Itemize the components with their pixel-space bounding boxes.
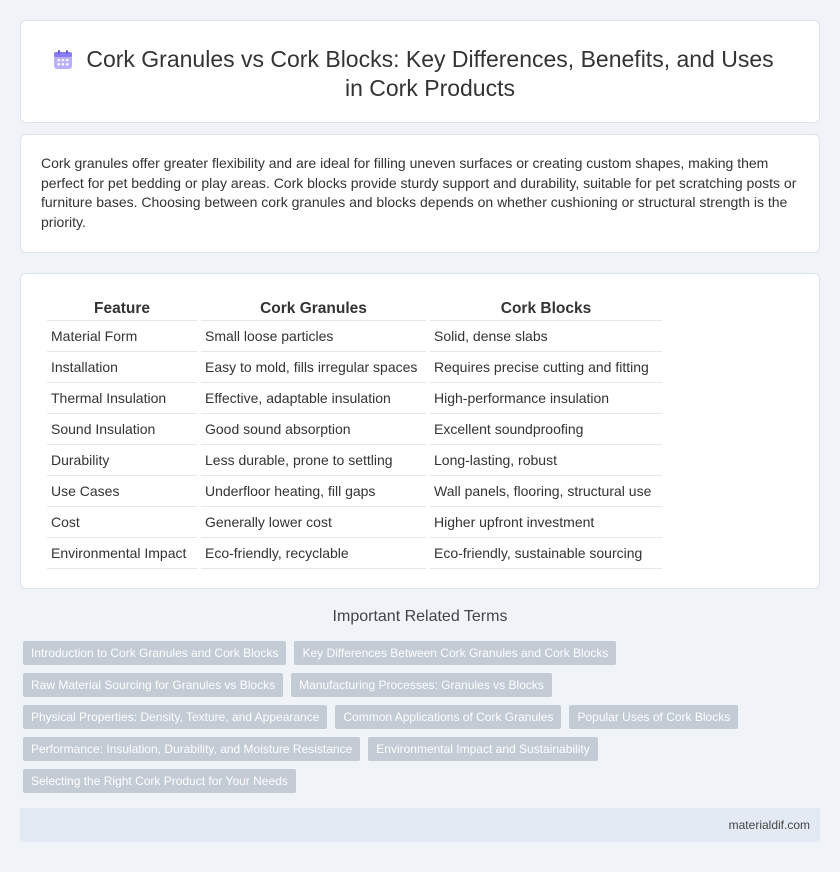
column-header-feature: Feature	[47, 295, 197, 321]
table-row	[47, 352, 662, 383]
comparison-table	[43, 295, 666, 569]
footer-site-link[interactable]: materialdif.com	[728, 818, 810, 832]
related-term-tag[interactable]: Physical Properties: Density, Texture, and Appearance	[23, 705, 327, 729]
table-row	[47, 383, 662, 414]
table-cell: Long-lasting, robust	[430, 445, 662, 476]
table-cell: Use Cases	[47, 476, 197, 507]
table-cell: Excellent soundproofing	[430, 414, 662, 445]
related-term-tag[interactable]: Introduction to Cork Granules and Cork Blocks	[23, 641, 286, 665]
table-row	[47, 538, 662, 569]
related-term-tag[interactable]: Environmental Impact and Sustainability	[368, 737, 597, 761]
table-cell: Generally lower cost	[201, 507, 426, 538]
related-terms-heading: Important Related Terms	[332, 608, 508, 625]
table-row	[47, 445, 662, 476]
page-title: Cork Granules vs Cork Blocks: Key Differences, Benefits, and Uses in Cork Products	[86, 46, 774, 101]
footer	[20, 808, 820, 842]
table-row	[47, 476, 662, 507]
summary-card	[20, 134, 820, 253]
table-cell: Underfloor heating, fill gaps	[201, 476, 426, 507]
table-cell: Good sound absorption	[201, 414, 426, 445]
table-row	[47, 507, 662, 538]
table-cell: Cost	[47, 507, 197, 538]
table-row	[47, 321, 662, 352]
comparison-card	[20, 273, 820, 589]
table-cell: Eco-friendly, sustainable sourcing	[430, 538, 662, 569]
related-term-tag[interactable]: Popular Uses of Cork Blocks	[569, 705, 738, 729]
table-cell: Solid, dense slabs	[430, 321, 662, 352]
table-cell: Material Form	[47, 321, 197, 352]
table-cell: Requires precise cutting and fitting	[430, 352, 662, 383]
header-card	[20, 20, 820, 123]
table-cell: Thermal Insulation	[47, 383, 197, 414]
related-terms-list	[23, 641, 823, 801]
related-term-tag[interactable]: Common Applications of Cork Granules	[335, 705, 561, 729]
related-term-tag[interactable]: Key Differences Between Cork Granules and Cork Blocks	[294, 641, 616, 665]
column-header-blocks: Cork Blocks	[430, 295, 662, 321]
related-term-tag[interactable]: Selecting the Right Cork Product for Your Needs	[23, 769, 296, 793]
table-cell: Sound Insulation	[47, 414, 197, 445]
related-term-tag[interactable]: Performance: Insulation, Durability, and Moisture Resistance	[23, 737, 360, 761]
table-cell: Effective, adaptable insulation	[201, 383, 426, 414]
table-cell: High-performance insulation	[430, 383, 662, 414]
table-cell: Less durable, prone to settling	[201, 445, 426, 476]
table-cell: Small loose particles	[201, 321, 426, 352]
related-term-tag[interactable]: Raw Material Sourcing for Granules vs Blocks	[23, 673, 283, 697]
table-cell: Environmental Impact	[47, 538, 197, 569]
related-term-tag[interactable]: Manufacturing Processes: Granules vs Blocks	[291, 673, 552, 697]
table-cell: Eco-friendly, recyclable	[201, 538, 426, 569]
column-header-granules: Cork Granules	[201, 295, 426, 321]
table-cell: Installation	[47, 352, 197, 383]
summary-text: Cork granules offer greater flexibility and are ideal for filling uneven surfaces or creating custom shapes, making them perfect for pet bedding or play areas. Cork blocks provide sturdy support and durability, suitable for pet scratching posts or furniture bases. Choosing between cork granules and blocks depends on whether cushioning or structural strength is the priority.	[41, 155, 797, 230]
table-cell: Wall panels, flooring, structural use	[430, 476, 662, 507]
table-header-row	[47, 295, 662, 321]
table-cell: Easy to mold, fills irregular spaces	[201, 352, 426, 383]
table-cell: Durability	[47, 445, 197, 476]
table-cell: Higher upfront investment	[430, 507, 662, 538]
table-row	[47, 414, 662, 445]
